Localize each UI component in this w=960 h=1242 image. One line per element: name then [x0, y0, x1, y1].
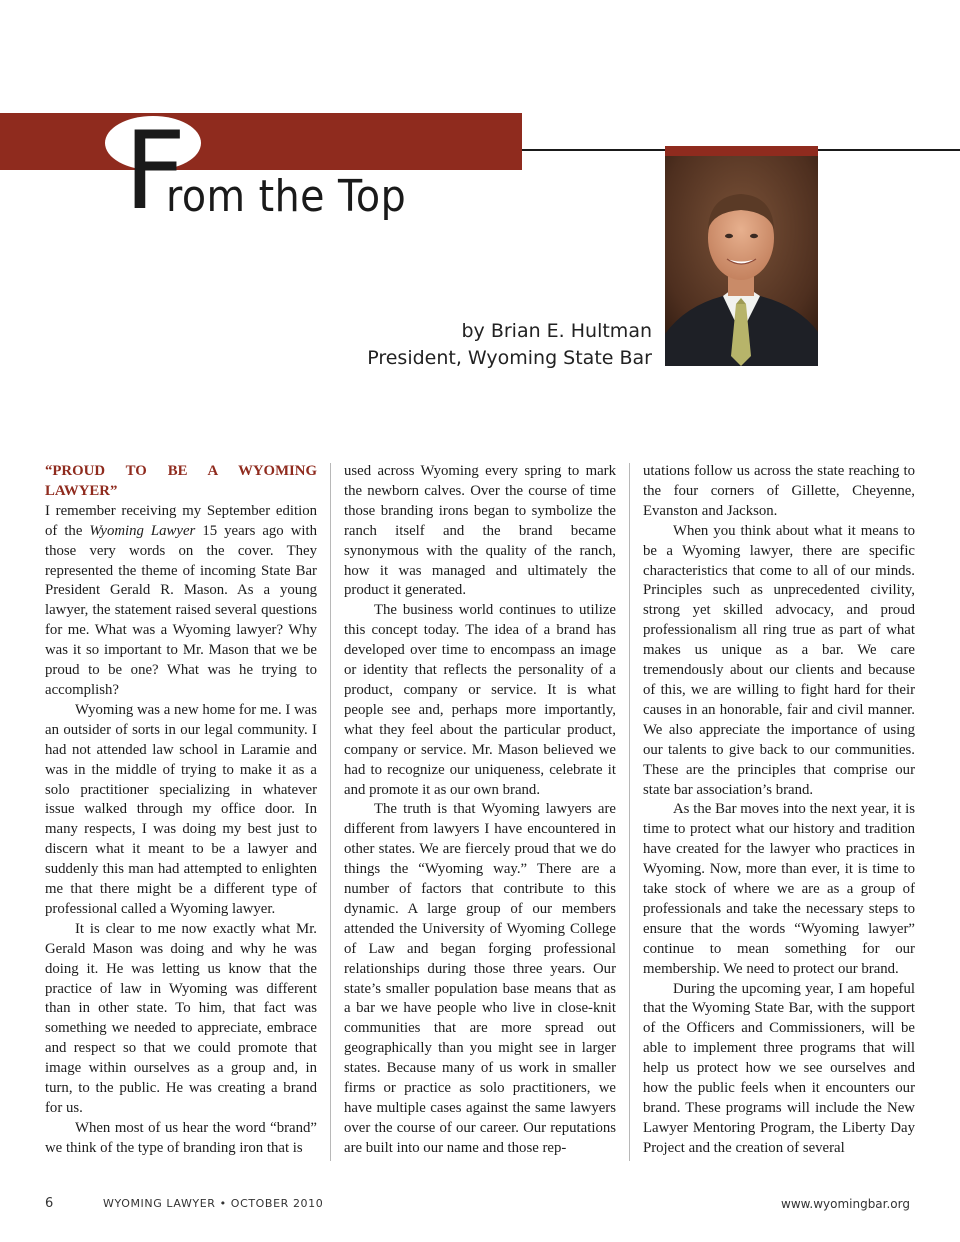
- article-paragraph: [45, 502, 317, 701]
- article-paragraph: When you think about what it means to be a Wyoming lawyer, there are specific characteristics that come to all of our minds. Principles such as unprecedented civility, strong yet skilled advocacy, and proud professionalism all ring true as part of what makes us unique as a bar. We care tremendously about our clients and because of this, we are willing to fight hard for their causes in an honorable, fair and civil manner. We also appreciate the importance of using our talents to give back to our communities. These are the principles that comprise our state bar association’s brand.: [643, 522, 915, 798]
- article-column-3: [643, 462, 915, 1162]
- article-paragraph: The truth is that Wyoming lawyers are different from lawyers I have encountered in other states. We are fiercely proud that we do things the “Wyoming way.” There are a number of factors that contribute to this dynamic. A large group of our members attended the University of Wyoming College of Law and began forging professional relationships during those three years. Our state’s smaller population base means that as a bar we have people who live in close-knit communities that are more spread out geographically than you might see in larger states. Because many of us work in smaller firms or practice as solo practitioners, we have multiple cases against the same lawyers over the course of our career. Our reputations are built into our name and those rep-: [344, 801, 616, 1156]
- byline: [367, 318, 652, 372]
- article-paragraph: used across Wyoming every spring to mark the newborn calves. Over the course of time those branding irons began to symbolize the ranch itself and the brand became synonymous with the quality of the ranch, how it was managed and ultimately the product it generated.: [344, 463, 616, 599]
- author-portrait-icon: [665, 156, 818, 366]
- photo-accent-bar: [665, 146, 818, 156]
- article-paragraph: It is clear to me now exactly what Mr. Gerald Mason was doing and why he was doing it. He was letting us know that the practice of law in Wyoming was different than in other state. To him, that fact was something we needed to appreciate, embrace and respect so that we could promote that image within ourselves as a group and, in turn, to the public. He was creating a brand for us.: [45, 920, 317, 1116]
- author-portrait: [665, 156, 818, 366]
- column-divider: [330, 463, 331, 1161]
- byline-title: President, Wyoming State Bar: [367, 347, 652, 369]
- article-paragraph: As the Bar moves into the next year, it is time to protect what our history and tradition have created for the lawyer who practices in Wyoming. Now, more than ever, it is time to take stock of where we are as a group of professionals and take the necessary steps to ensure that the words “Wyoming lawyer” continue to mean something for our membership. We need to protect our brand.: [643, 801, 915, 977]
- article-paragraph: During the upcoming year, I am hopeful that the Wyoming State Bar, with the support of the Officers and Commissioners, will be able to implement three programs that will help us protect how we see ourselves and how the public feels when it encounters our brand. These programs will include the New Lawyer Mentoring Program, the Liberty Day Project and the creation of several: [643, 980, 915, 1156]
- page-title: rom the Top: [166, 171, 407, 222]
- footer-website: www.wyomingbar.org: [781, 1197, 910, 1211]
- text-span: I remember receiving my September edition of the: [45, 502, 317, 539]
- article-column-1: [45, 462, 317, 1162]
- page-number: 6: [45, 1196, 54, 1211]
- byline-author: by Brian E. Hultman: [461, 320, 652, 342]
- article-kicker: “PROUD TO BE A WYOMING LAWYER”: [45, 463, 317, 499]
- article-paragraph: Wyoming was a new home for me. I was an outsider of sorts in our legal community. I had not attended law school in Laramie and was in the middle of trying to make it as a solo practitioner specializing in whatever issue walked through my office door. In many respects, I was doing my best just to discern what it meant to be a lawyer and suddenly this man had attempted to enlighten me that there might be a different type of professional called a Wyoming lawyer.: [45, 701, 317, 917]
- footer-masthead: WYOMING LAWYER • OCTOBER 2010: [103, 1197, 324, 1210]
- column-divider: [629, 463, 630, 1161]
- text-span: 15 years ago with those very words on the cover. They represented the theme of incoming State Bar President Gerald R. Mason. As a young lawyer, the statement raised several questions for me. What was a Wyoming lawyer? Why was it so important to Mr. Mason that we be proud to be one? What was he trying to accomplish?: [45, 522, 317, 698]
- article-column-2: [344, 462, 616, 1162]
- header-band: [0, 113, 522, 170]
- publication-name: Wyoming Lawyer: [89, 522, 196, 539]
- article-paragraph: utations follow us across the state reaching to the four corners of Gillette, Cheyenne, Evanston and Jackson.: [643, 463, 915, 519]
- article-paragraph: The business world continues to utilize this concept today. The idea of a brand has developed over time to encompass an image or identity that reflects the personality of a product, company or service. It is what people see and, perhaps more importantly, what they feel about the particular product, company or service. Mr. Mason believed we had to recognize our uniqueness, celebrate it and promote it as our own brand.: [344, 602, 616, 798]
- title-initial: F: [124, 109, 187, 234]
- article-paragraph: When most of us hear the word “brand” we think of the type of branding iron that is: [45, 1119, 317, 1156]
